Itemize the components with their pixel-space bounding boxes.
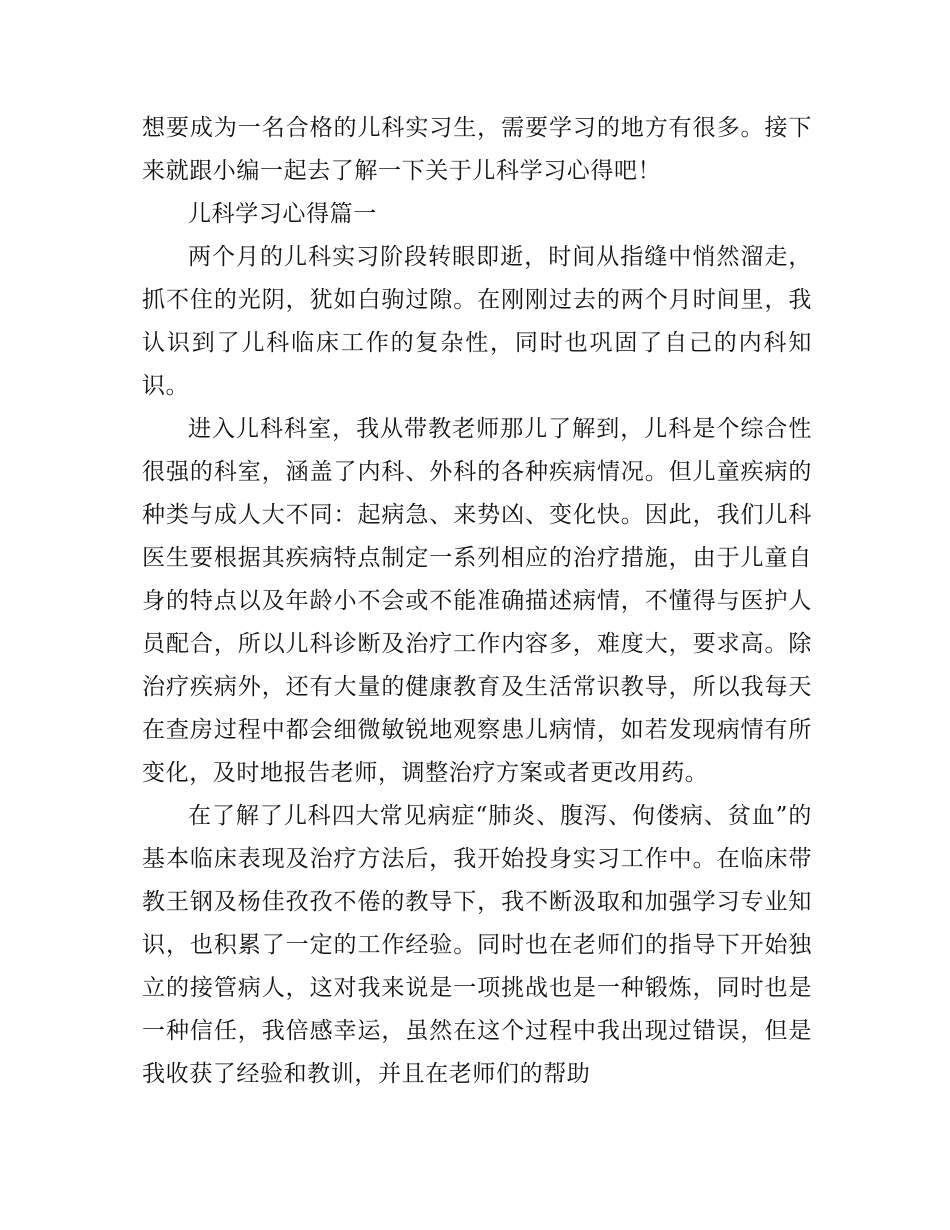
intro-paragraph: 想要成为一名合格的儿科实习生，需要学习的地方有很多。接下来就跟小编一起去了解一下关于儿科学习心得吧！ [142,115,812,184]
body-paragraph: 两个月的儿科实习阶段转眼即逝，时间从指缝中悄然溜走，抓不住的光阴，犹如白驹过隙。在刚刚过去的两个月时间里，我认识到了儿科临床工作的复杂性，同时也巩固了自己的内科知识。 [142,244,812,399]
body-paragraph: 进入儿科科室，我从带教老师那儿了解到，儿科是个综合性很强的科室，涵盖了内科、外科的各种疾病情况。但儿童疾病的种类与成人大不同：起病急、来势凶、变化快。因此，我们儿科医生要根据其疾病特点制定一系列相应的治疗措施，由于儿童自身的特点以及年龄小不会或不能准确描述病情，不懂得与医护人员配合，所以儿科诊断及治疗工作内容多，难度大，要求高。除治疗疾病外，还有大量的健康教育及生活常识教导，所以我每天在查房过程中都会细微敏锐地观察患儿病情，如若发现病情有所变化，及时地报告老师，调整治疗方案或者更改用药。 [142,416,812,786]
section-heading: 儿科学习心得篇一 [188,201,377,227]
document-body [142,107,812,1096]
body-paragraph: 在了解了儿科四大常见病症“肺炎、腹泻、佝偻病、贫血”的基本临床表现及治疗方法后，我开始投身实习工作中。在临床带教王钢及杨佳孜孜不倦的教导下，我不断汲取和加强学习专业知识，也积累了一定的工作经验。同时也在老师们的指导下开始独立的接管病人，这对我来说是一项挑战也是一种锻炼，同时也是一种信任，我倍感幸运，虽然在这个过程中我出现过错误，但是我收获了经验和教训，并且在老师们的帮助 [142,803,812,1087]
